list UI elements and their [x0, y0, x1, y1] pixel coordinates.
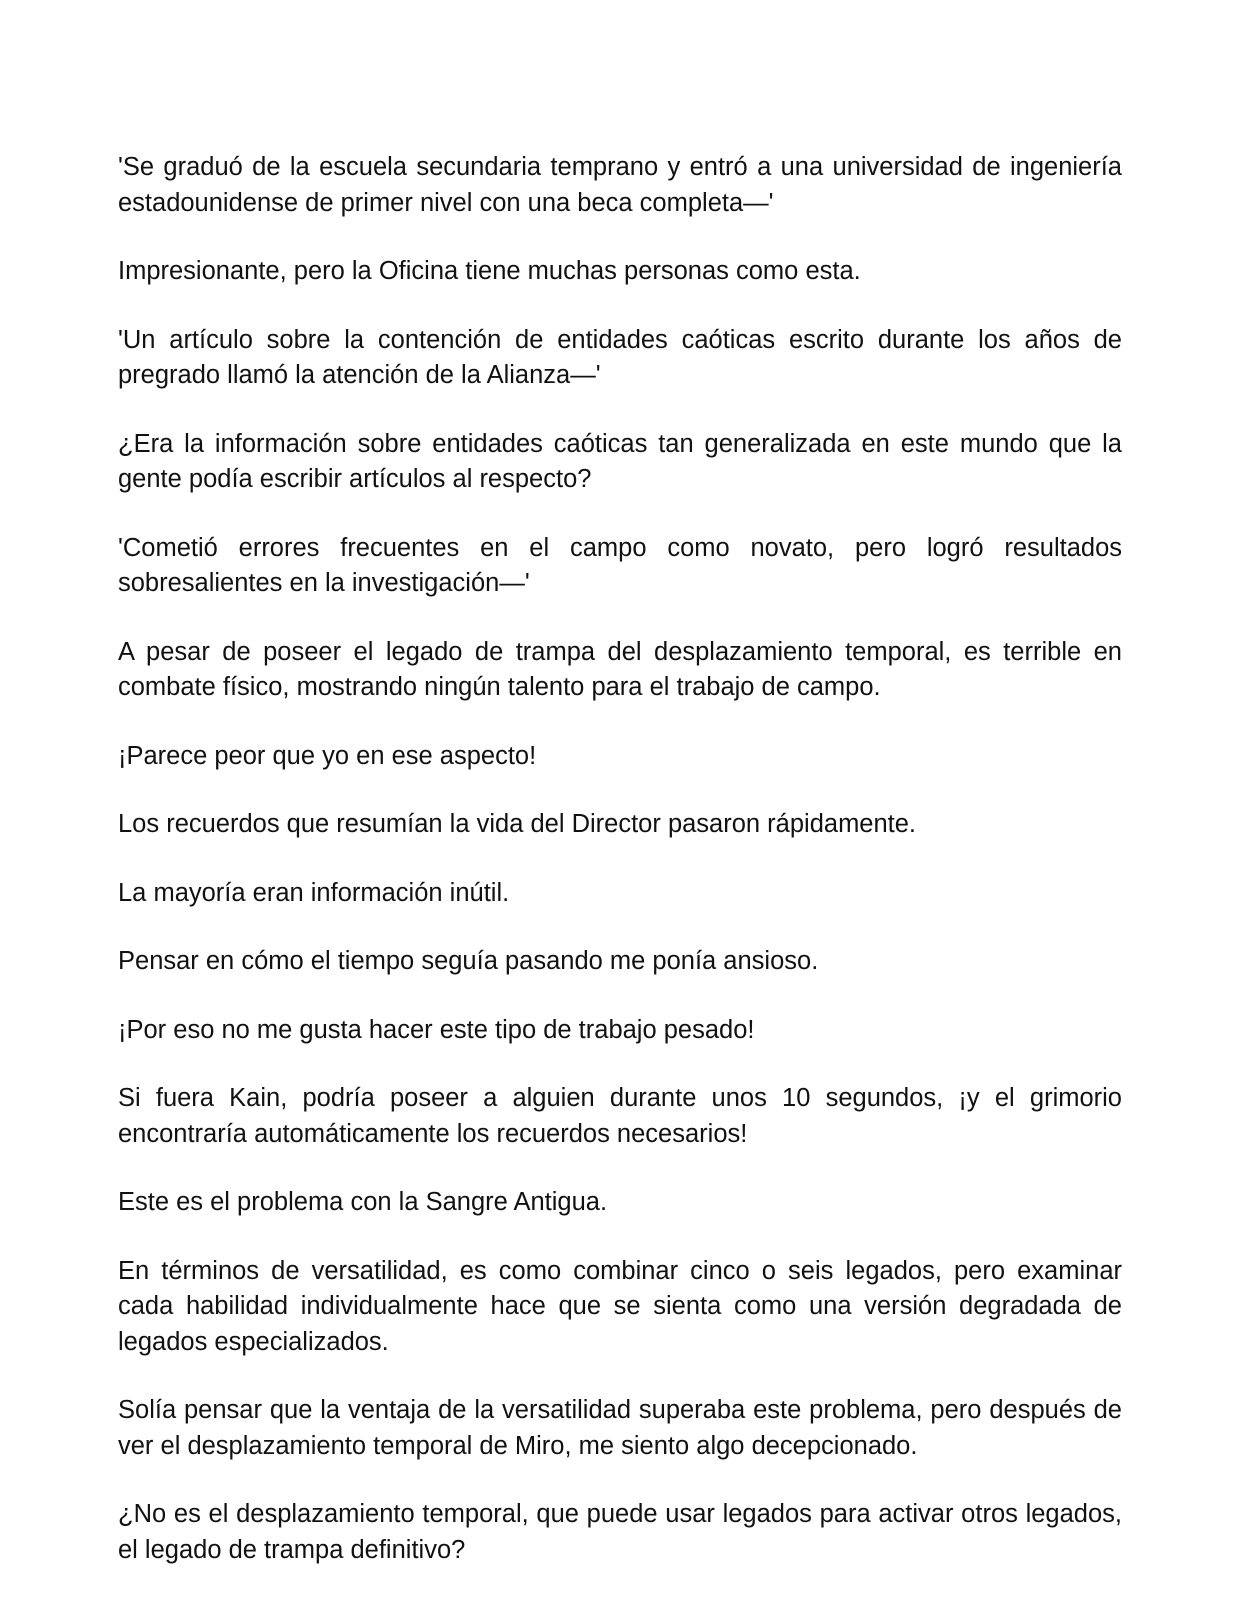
paragraph: La mayoría eran información inútil. [118, 878, 510, 907]
paragraph: Pensar en cómo el tiempo seguía pasando me ponía ansioso. [118, 947, 819, 975]
paragraph: ¡Parece peor que yo en ese aspecto! [118, 741, 537, 770]
paragraph: ¿Era la información sobre entidades caóticas tan generalizada en este mundo que la gente podía escribir artículos al respecto? [118, 429, 1122, 493]
paragraph: 'Un artículo sobre la contención de entidades caóticas escrito durante los años de pregrado llamó la atención de la Alianza—' [118, 325, 1122, 389]
paragraph: Solía pensar que la ventaja de la versatilidad superaba este problema, pero después de ver el desplazamiento temporal de Miro, me siento algo decepcionado. [118, 1396, 1122, 1460]
paragraph: Impresionante, pero la Oficina tiene muchas personas como esta. [118, 257, 861, 285]
document-page [118, 150, 1122, 1601]
paragraph: Los recuerdos que resumían la vida del Director pasaron rápidamente. [118, 810, 917, 838]
paragraph: 'Cometió errores frecuentes en el campo como novato, pero logró resultados sobresalientes en la investigación—' [118, 533, 1122, 597]
paragraph: Si fuera Kain, podría poseer a alguien durante unos 10 segundos, ¡y el grimorio encontraría automáticamente los recuerdos necesarios! [118, 1084, 1122, 1148]
paragraph: 'Se graduó de la escuela secundaria temprano y entró a una universidad de ingeniería estadounidense de primer nivel con una beca completa—' [118, 153, 1122, 217]
paragraph: ¡Por eso no me gusta hacer este tipo de trabajo pesado! [118, 1015, 755, 1044]
paragraph: En términos de versatilidad, es como combinar cinco o seis legados, pero examinar cada habilidad individualmente hace que se sienta como una versión degradada de legados especializados. [118, 1256, 1122, 1356]
paragraph: ¿No es el desplazamiento temporal, que puede usar legados para activar otros legados, el legado de trampa definitivo? [118, 1500, 1122, 1564]
paragraph: Este es el problema con la Sangre Antigua. [118, 1188, 608, 1216]
paragraph: A pesar de poseer el legado de trampa del desplazamiento temporal, es terrible en combate físico, mostrando ningún talento para el trabajo de campo. [118, 637, 1122, 701]
